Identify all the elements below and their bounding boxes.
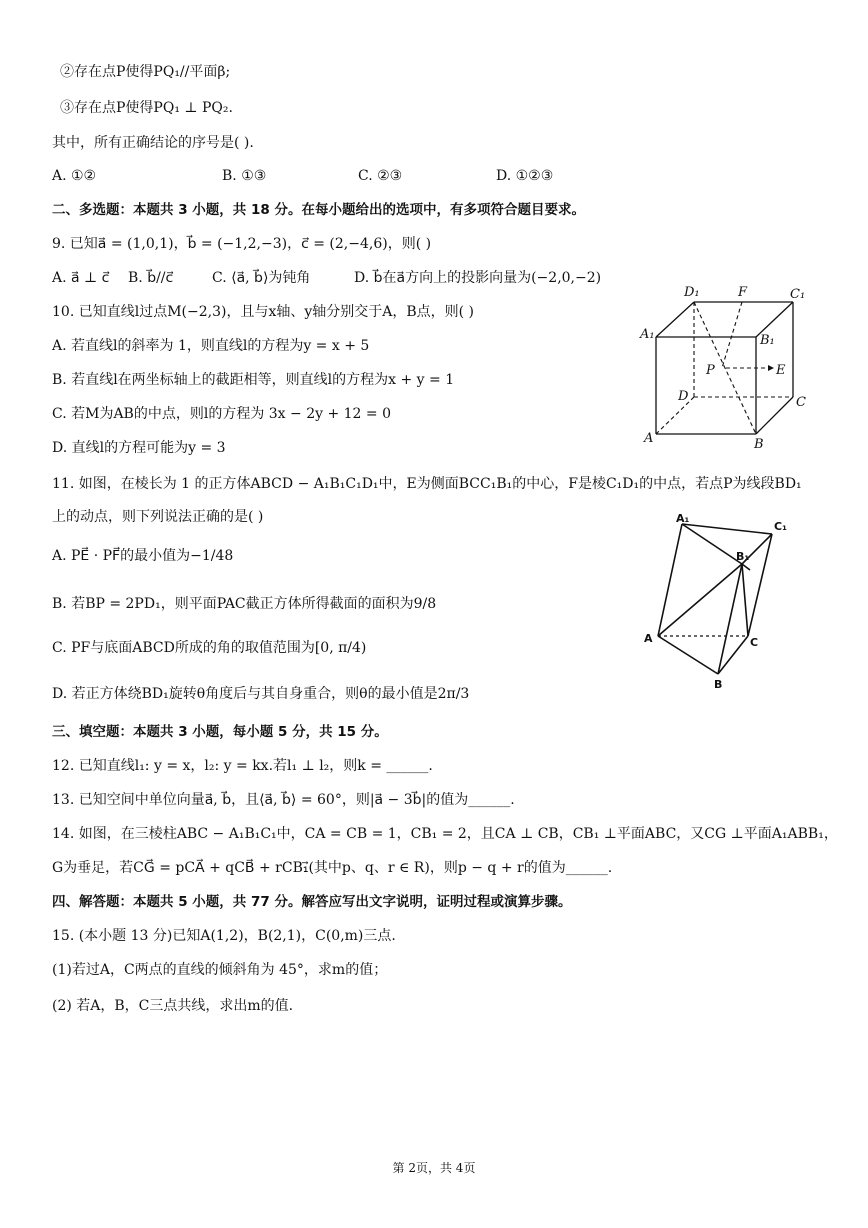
q11-option-a: A. PE⃗ · PF⃗的最小值为−1/48 [52, 548, 234, 564]
q8-item-2: ②存在点P使得PQ₁//平面β; [60, 64, 231, 80]
q9-option-c: C. ⟨a⃗, b⃗⟩为钝角 [212, 270, 311, 286]
q8-question: 其中，所有正确结论的序号是( ). [52, 135, 254, 151]
q9-option-d: D. b⃗在a⃗方向上的投影向量为(−2,0,−2) [354, 270, 602, 286]
section-3-heading: 三、填空题：本题共 3 小题，每小题 5 分，共 15 分。 [52, 724, 388, 740]
section-2-heading: 二、多选题：本题共 3 小题，共 18 分。在每小题给出的选项中，有多项符合题目要求。 [52, 202, 585, 218]
q10-option-a: A. 若直线l的斜率为 1，则直线l的方程为y = x + 5 [52, 338, 370, 354]
q11-stem-line-2: 上的动点，则下列说法正确的是( ) [52, 509, 264, 525]
label-a1: A₁ [640, 327, 655, 342]
label-b-prism: B [714, 678, 723, 691]
label-e: E [776, 363, 786, 378]
label-c1-prism: C₁ [774, 520, 787, 533]
q8-option-a: A. ①② [52, 168, 97, 184]
q15-part-2: (2) 若A，B，C三点共线，求出m的值. [52, 998, 294, 1014]
page-footer: 第 2页，共 4页 [392, 1161, 476, 1175]
q15-part-1: (1)若过A，C两点的直线的倾斜角为 45°，求m的值； [52, 962, 388, 978]
q14-line-2: G为垂足，若CG⃗ = pCA⃗ + qCB⃗ + rCB₁⃗(其中p、q、r ∈ R)，则p − q + r的值为______. [52, 860, 613, 876]
prism-figure [640, 512, 800, 692]
q9-option-b: B. b⃗//c⃗ [128, 270, 174, 286]
q8-option-b: B. ①③ [222, 168, 267, 184]
q11-option-c: C. PF与底面ABCD所成的角的取值范围为[0, π/4) [52, 640, 367, 656]
q15-stem: 15. (本小题 13 分)已知A(1,2)，B(2,1)，C(0,m)三点. [52, 928, 396, 944]
label-f: F [738, 285, 748, 300]
label-a1-prism: A₁ [676, 512, 690, 525]
label-c1: C₁ [790, 287, 806, 302]
label-d1: D₁ [684, 285, 700, 300]
label-d: D [678, 389, 689, 404]
q10-option-d: D. 直线l的方程可能为y = 3 [52, 440, 226, 456]
label-b: B [754, 437, 764, 452]
q9-option-a: A. a⃗ ⊥ c⃗ [52, 270, 110, 286]
q12: 12. 已知直线l₁: y = x，l₂: y = kx.若l₁ ⊥ l₂，则k = ______. [52, 758, 433, 774]
q14-line-1: 14. 如图，在三棱柱ABC − A₁B₁C₁中，CA = CB = 1，CB₁ = 2，且CA ⊥ CB，CB₁ ⊥平面ABC，又CG ⊥平面A₁ABB₁， [52, 826, 838, 842]
q9-stem: 9. 已知a⃗ = (1,0,1)，b⃗ = (−1,2,−3)，c⃗ = (2,−4,6)，则( ) [52, 236, 432, 252]
q8-option-d: D. ①②③ [496, 168, 554, 184]
section-4-heading: 四、解答题：本题共 5 小题，共 77 分。解答应写出文字说明，证明过程或演算步骤。 [52, 894, 572, 910]
q11-option-d: D. 若正方体绕BD₁旋转θ角度后与其自身重合，则θ的最小值是2π/3 [52, 686, 470, 702]
q13: 13. 已知空间中单位向量a⃗, b⃗，且⟨a⃗, b⃗⟩ = 60°，则|a⃗ − 3b⃗|的值为______. [52, 792, 515, 808]
q11-option-b: B. 若BP = 2PD₁，则平面PAC截正方体所得截面的面积为9/8 [52, 596, 437, 612]
q11-stem-line-1: 11. 如图，在棱长为 1 的正方体ABCD − A₁B₁C₁D₁中，E为侧面BCC₁B₁的中心，F是棱C₁D₁的中点，若点P为线段BD₁ [52, 476, 802, 492]
label-c-prism: C [750, 636, 759, 649]
cube-figure [638, 282, 818, 452]
label-c: C [796, 395, 806, 410]
label-p: P [706, 363, 715, 378]
label-b1-prism: B₁ [736, 550, 750, 563]
q10-option-b: B. 若直线l在两坐标轴上的截距相等，则直线l的方程为x + y = 1 [52, 372, 455, 388]
q10-option-c: C. 若M为AB的中点，则l的方程为 3x − 2y + 12 = 0 [52, 406, 392, 422]
q8-option-c: C. ②③ [358, 168, 403, 184]
q10-stem: 10. 已知直线l过点M(−2,3)，且与x轴、y轴分别交于A，B点，则( ) [52, 304, 475, 320]
label-b1: B₁ [760, 333, 775, 348]
label-a: A [644, 431, 654, 446]
label-a-prism: A [644, 632, 653, 645]
q8-item-3: ③存在点P使得PQ₁ ⊥ PQ₂. [60, 100, 233, 116]
